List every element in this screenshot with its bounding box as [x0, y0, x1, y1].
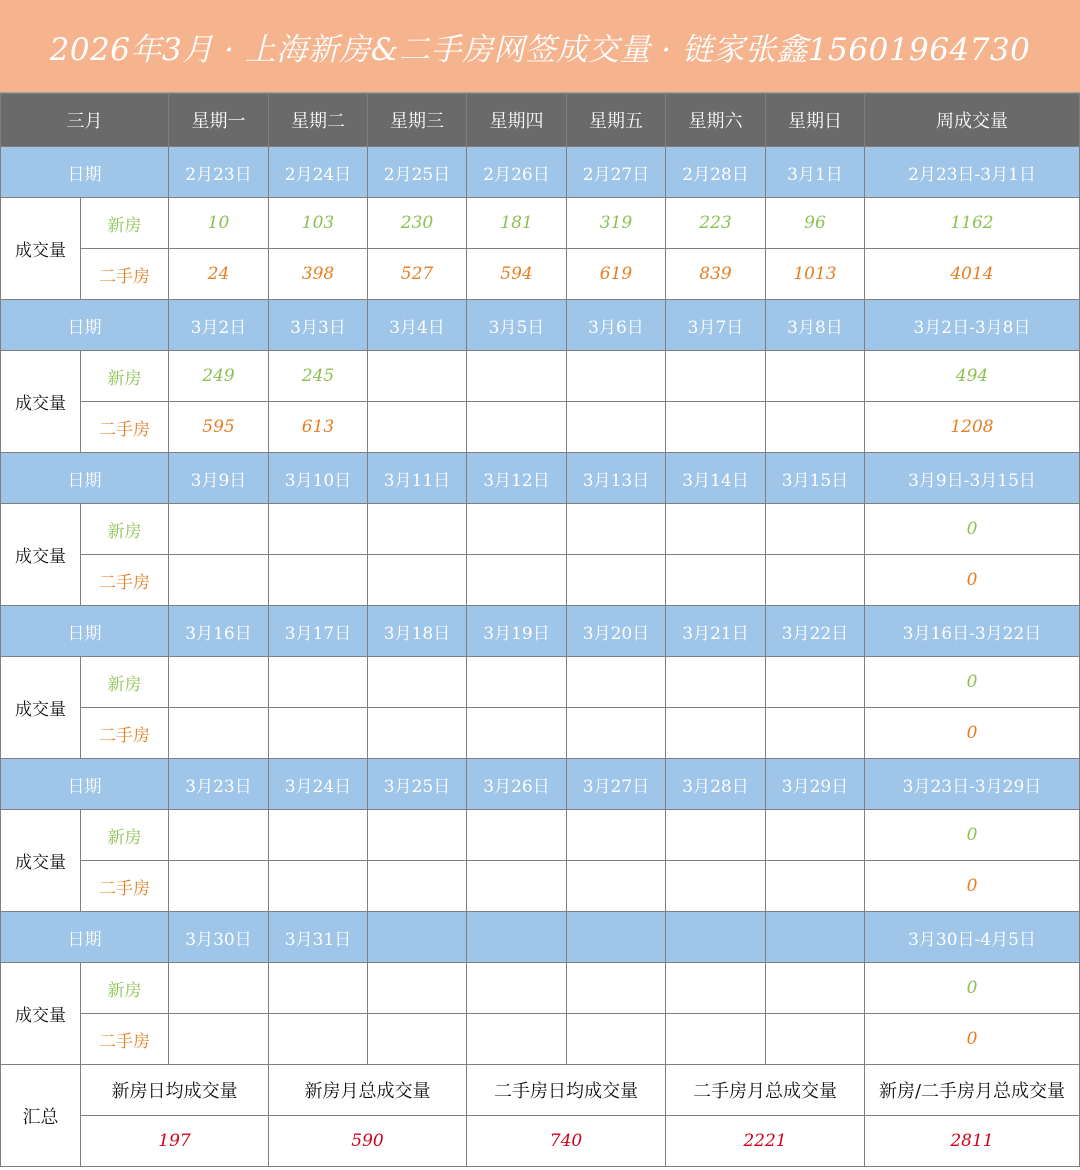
date-cell: 3月26日 [467, 759, 567, 810]
used-home-cell: 398 [269, 249, 368, 300]
new-home-label: 新房 [81, 504, 169, 555]
new-home-cell [567, 963, 666, 1014]
used-home-row [1, 249, 1080, 300]
new-home-cell [666, 657, 766, 708]
used-home-cell [269, 1014, 368, 1065]
date-cell: 2月27日 [567, 147, 666, 198]
date-label: 日期 [1, 912, 169, 963]
new-home-cell: 223 [666, 198, 766, 249]
new-home-cell [269, 810, 368, 861]
header-week-total: 周成交量 [865, 94, 1080, 147]
date-cell: 3月27日 [567, 759, 666, 810]
date-cell [666, 912, 766, 963]
used-home-cell [567, 555, 666, 606]
new-home-cell [567, 351, 666, 402]
volume-label: 成交量 [1, 963, 81, 1065]
new-home-row [1, 504, 1080, 555]
summary-value-row [1, 1116, 1080, 1167]
used-home-cell [368, 861, 467, 912]
new-home-cell [467, 351, 567, 402]
used-home-cell [269, 708, 368, 759]
date-cell: 3月21日 [666, 606, 766, 657]
new-home-cell [269, 504, 368, 555]
used-home-cell [169, 1014, 269, 1065]
date-cell: 3月8日 [766, 300, 865, 351]
used-home-cell [467, 861, 567, 912]
date-row [1, 606, 1080, 657]
date-cell: 3月20日 [567, 606, 666, 657]
used-home-cell [169, 555, 269, 606]
new-home-cell [169, 810, 269, 861]
date-cell: 3月11日 [368, 453, 467, 504]
new-home-cell: 230 [368, 198, 467, 249]
new-monthly-total-value: 590 [269, 1116, 467, 1167]
used-home-week-total: 4014 [865, 249, 1080, 300]
date-cell: 3月5日 [467, 300, 567, 351]
new-daily-avg-header: 新房日均成交量 [81, 1065, 269, 1116]
date-cell [567, 912, 666, 963]
used-daily-avg-header: 二手房日均成交量 [467, 1065, 666, 1116]
page-title: 2026年3月 · 上海新房&二手房网签成交量 · 链家张鑫15601964730 [0, 0, 1080, 93]
header-mon: 星期一 [169, 94, 269, 147]
used-home-row [1, 402, 1080, 453]
used-daily-avg-value: 740 [467, 1116, 666, 1167]
header-month: 三月 [1, 94, 169, 147]
used-home-cell [368, 1014, 467, 1065]
date-cell: 2月26日 [467, 147, 567, 198]
new-home-cell: 249 [169, 351, 269, 402]
used-home-cell [467, 402, 567, 453]
new-home-cell: 10 [169, 198, 269, 249]
used-home-cell: 24 [169, 249, 269, 300]
new-home-cell [666, 504, 766, 555]
new-home-cell: 319 [567, 198, 666, 249]
volume-label: 成交量 [1, 657, 81, 759]
used-home-cell [567, 1014, 666, 1065]
used-monthly-total-value: 2221 [666, 1116, 865, 1167]
date-cell: 2月28日 [666, 147, 766, 198]
volume-label: 成交量 [1, 504, 81, 606]
new-home-cell [169, 963, 269, 1014]
new-home-week-total: 1162 [865, 198, 1080, 249]
new-home-week-total: 0 [865, 504, 1080, 555]
header-thu: 星期四 [467, 94, 567, 147]
header-wed: 星期三 [368, 94, 467, 147]
new-home-cell [368, 810, 467, 861]
date-cell: 3月18日 [368, 606, 467, 657]
new-home-cell [567, 657, 666, 708]
used-home-row [1, 708, 1080, 759]
date-cell: 3月2日 [169, 300, 269, 351]
date-cell: 2月24日 [269, 147, 368, 198]
new-home-week-total: 494 [865, 351, 1080, 402]
used-home-cell: 527 [368, 249, 467, 300]
date-row [1, 759, 1080, 810]
new-home-label: 新房 [81, 198, 169, 249]
date-cell: 3月24日 [269, 759, 368, 810]
used-home-cell: 613 [269, 402, 368, 453]
used-home-cell [567, 402, 666, 453]
volume-label: 成交量 [1, 198, 81, 300]
new-home-row [1, 963, 1080, 1014]
new-home-cell [169, 504, 269, 555]
used-home-cell: 595 [169, 402, 269, 453]
header-sat: 星期六 [666, 94, 766, 147]
new-home-label: 新房 [81, 351, 169, 402]
used-home-cell [169, 708, 269, 759]
new-home-row [1, 198, 1080, 249]
used-home-label: 二手房 [81, 555, 169, 606]
used-home-cell [467, 708, 567, 759]
new-home-cell [766, 351, 865, 402]
used-home-cell: 839 [666, 249, 766, 300]
date-cell: 3月6日 [567, 300, 666, 351]
used-home-week-total: 0 [865, 708, 1080, 759]
new-home-label: 新房 [81, 657, 169, 708]
new-home-cell [169, 657, 269, 708]
header-fri: 星期五 [567, 94, 666, 147]
week-range: 2月23日-3月1日 [865, 147, 1080, 198]
header-tue: 星期二 [269, 94, 368, 147]
used-home-cell [368, 708, 467, 759]
date-label: 日期 [1, 300, 169, 351]
used-home-cell [666, 402, 766, 453]
used-home-cell [766, 708, 865, 759]
used-home-cell [766, 555, 865, 606]
week-range: 3月30日-4月5日 [865, 912, 1080, 963]
summary-header-row [1, 1065, 1080, 1116]
new-monthly-total-header: 新房月总成交量 [269, 1065, 467, 1116]
new-home-cell [467, 504, 567, 555]
volume-label: 成交量 [1, 351, 81, 453]
used-home-cell [368, 555, 467, 606]
new-home-cell [368, 351, 467, 402]
new-home-cell [467, 963, 567, 1014]
used-home-cell [169, 861, 269, 912]
new-home-label: 新房 [81, 963, 169, 1014]
used-home-row [1, 861, 1080, 912]
new-home-cell: 103 [269, 198, 368, 249]
used-home-week-total: 0 [865, 1014, 1080, 1065]
date-label: 日期 [1, 147, 169, 198]
date-cell: 3月28日 [666, 759, 766, 810]
new-home-row [1, 657, 1080, 708]
used-home-cell [766, 402, 865, 453]
used-home-cell [766, 861, 865, 912]
new-home-cell: 96 [766, 198, 865, 249]
used-home-label: 二手房 [81, 861, 169, 912]
header-sun: 星期日 [766, 94, 865, 147]
new-home-cell [269, 963, 368, 1014]
new-home-cell [766, 963, 865, 1014]
summary-label: 汇总 [1, 1065, 81, 1167]
used-home-week-total: 1208 [865, 402, 1080, 453]
combined-monthly-total-header: 新房/二手房月总成交量 [865, 1065, 1080, 1116]
date-cell: 3月31日 [269, 912, 368, 963]
used-home-cell [269, 555, 368, 606]
used-home-cell: 1013 [766, 249, 865, 300]
new-home-week-total: 0 [865, 963, 1080, 1014]
volume-table [0, 93, 1080, 1167]
date-cell [467, 912, 567, 963]
date-cell: 3月22日 [766, 606, 865, 657]
date-cell [368, 912, 467, 963]
used-home-cell [666, 555, 766, 606]
used-home-cell: 594 [467, 249, 567, 300]
used-home-cell [567, 708, 666, 759]
used-home-label: 二手房 [81, 402, 169, 453]
date-cell: 3月23日 [169, 759, 269, 810]
used-home-cell: 619 [567, 249, 666, 300]
week-range: 3月16日-3月22日 [865, 606, 1080, 657]
new-home-cell [467, 810, 567, 861]
date-label: 日期 [1, 606, 169, 657]
week-range: 3月23日-3月29日 [865, 759, 1080, 810]
date-label: 日期 [1, 759, 169, 810]
date-row [1, 453, 1080, 504]
date-cell: 3月17日 [269, 606, 368, 657]
date-cell: 3月30日 [169, 912, 269, 963]
used-home-row [1, 1014, 1080, 1065]
new-home-week-total: 0 [865, 657, 1080, 708]
new-home-cell [766, 504, 865, 555]
new-home-cell [567, 504, 666, 555]
used-home-cell [269, 861, 368, 912]
used-home-cell [467, 1014, 567, 1065]
date-cell: 3月4日 [368, 300, 467, 351]
date-cell: 3月16日 [169, 606, 269, 657]
date-cell: 3月10日 [269, 453, 368, 504]
new-home-cell [567, 810, 666, 861]
date-cell: 3月25日 [368, 759, 467, 810]
new-home-week-total: 0 [865, 810, 1080, 861]
used-home-cell [567, 861, 666, 912]
date-cell: 3月1日 [766, 147, 865, 198]
new-home-cell [666, 351, 766, 402]
used-home-cell [666, 1014, 766, 1065]
date-cell: 3月14日 [666, 453, 766, 504]
date-row [1, 912, 1080, 963]
new-home-row [1, 351, 1080, 402]
combined-monthly-total-value: 2811 [865, 1116, 1080, 1167]
new-home-cell [766, 810, 865, 861]
new-home-cell [467, 657, 567, 708]
new-home-cell [269, 657, 368, 708]
date-cell [766, 912, 865, 963]
date-cell: 3月7日 [666, 300, 766, 351]
date-cell: 3月12日 [467, 453, 567, 504]
week-range: 3月9日-3月15日 [865, 453, 1080, 504]
new-home-cell: 181 [467, 198, 567, 249]
used-monthly-total-header: 二手房月总成交量 [666, 1065, 865, 1116]
volume-label: 成交量 [1, 810, 81, 912]
used-home-week-total: 0 [865, 861, 1080, 912]
date-cell: 3月3日 [269, 300, 368, 351]
used-home-cell [666, 708, 766, 759]
used-home-week-total: 0 [865, 555, 1080, 606]
new-home-cell [666, 810, 766, 861]
date-cell: 3月15日 [766, 453, 865, 504]
new-home-label: 新房 [81, 810, 169, 861]
used-home-cell [467, 555, 567, 606]
new-home-cell [766, 657, 865, 708]
date-cell: 3月19日 [467, 606, 567, 657]
used-home-row [1, 555, 1080, 606]
header-row [1, 94, 1080, 147]
new-home-cell: 245 [269, 351, 368, 402]
new-home-cell [368, 657, 467, 708]
new-home-cell [666, 963, 766, 1014]
new-home-row [1, 810, 1080, 861]
date-cell: 3月29日 [766, 759, 865, 810]
date-cell: 2月23日 [169, 147, 269, 198]
date-cell: 3月13日 [567, 453, 666, 504]
new-home-cell [368, 504, 467, 555]
date-cell: 3月9日 [169, 453, 269, 504]
new-daily-avg-value: 197 [81, 1116, 269, 1167]
date-row [1, 300, 1080, 351]
date-row [1, 147, 1080, 198]
new-home-cell [368, 963, 467, 1014]
used-home-label: 二手房 [81, 708, 169, 759]
used-home-cell [666, 861, 766, 912]
used-home-cell [766, 1014, 865, 1065]
used-home-label: 二手房 [81, 1014, 169, 1065]
date-cell: 2月25日 [368, 147, 467, 198]
used-home-cell [368, 402, 467, 453]
date-label: 日期 [1, 453, 169, 504]
used-home-label: 二手房 [81, 249, 169, 300]
week-range: 3月2日-3月8日 [865, 300, 1080, 351]
